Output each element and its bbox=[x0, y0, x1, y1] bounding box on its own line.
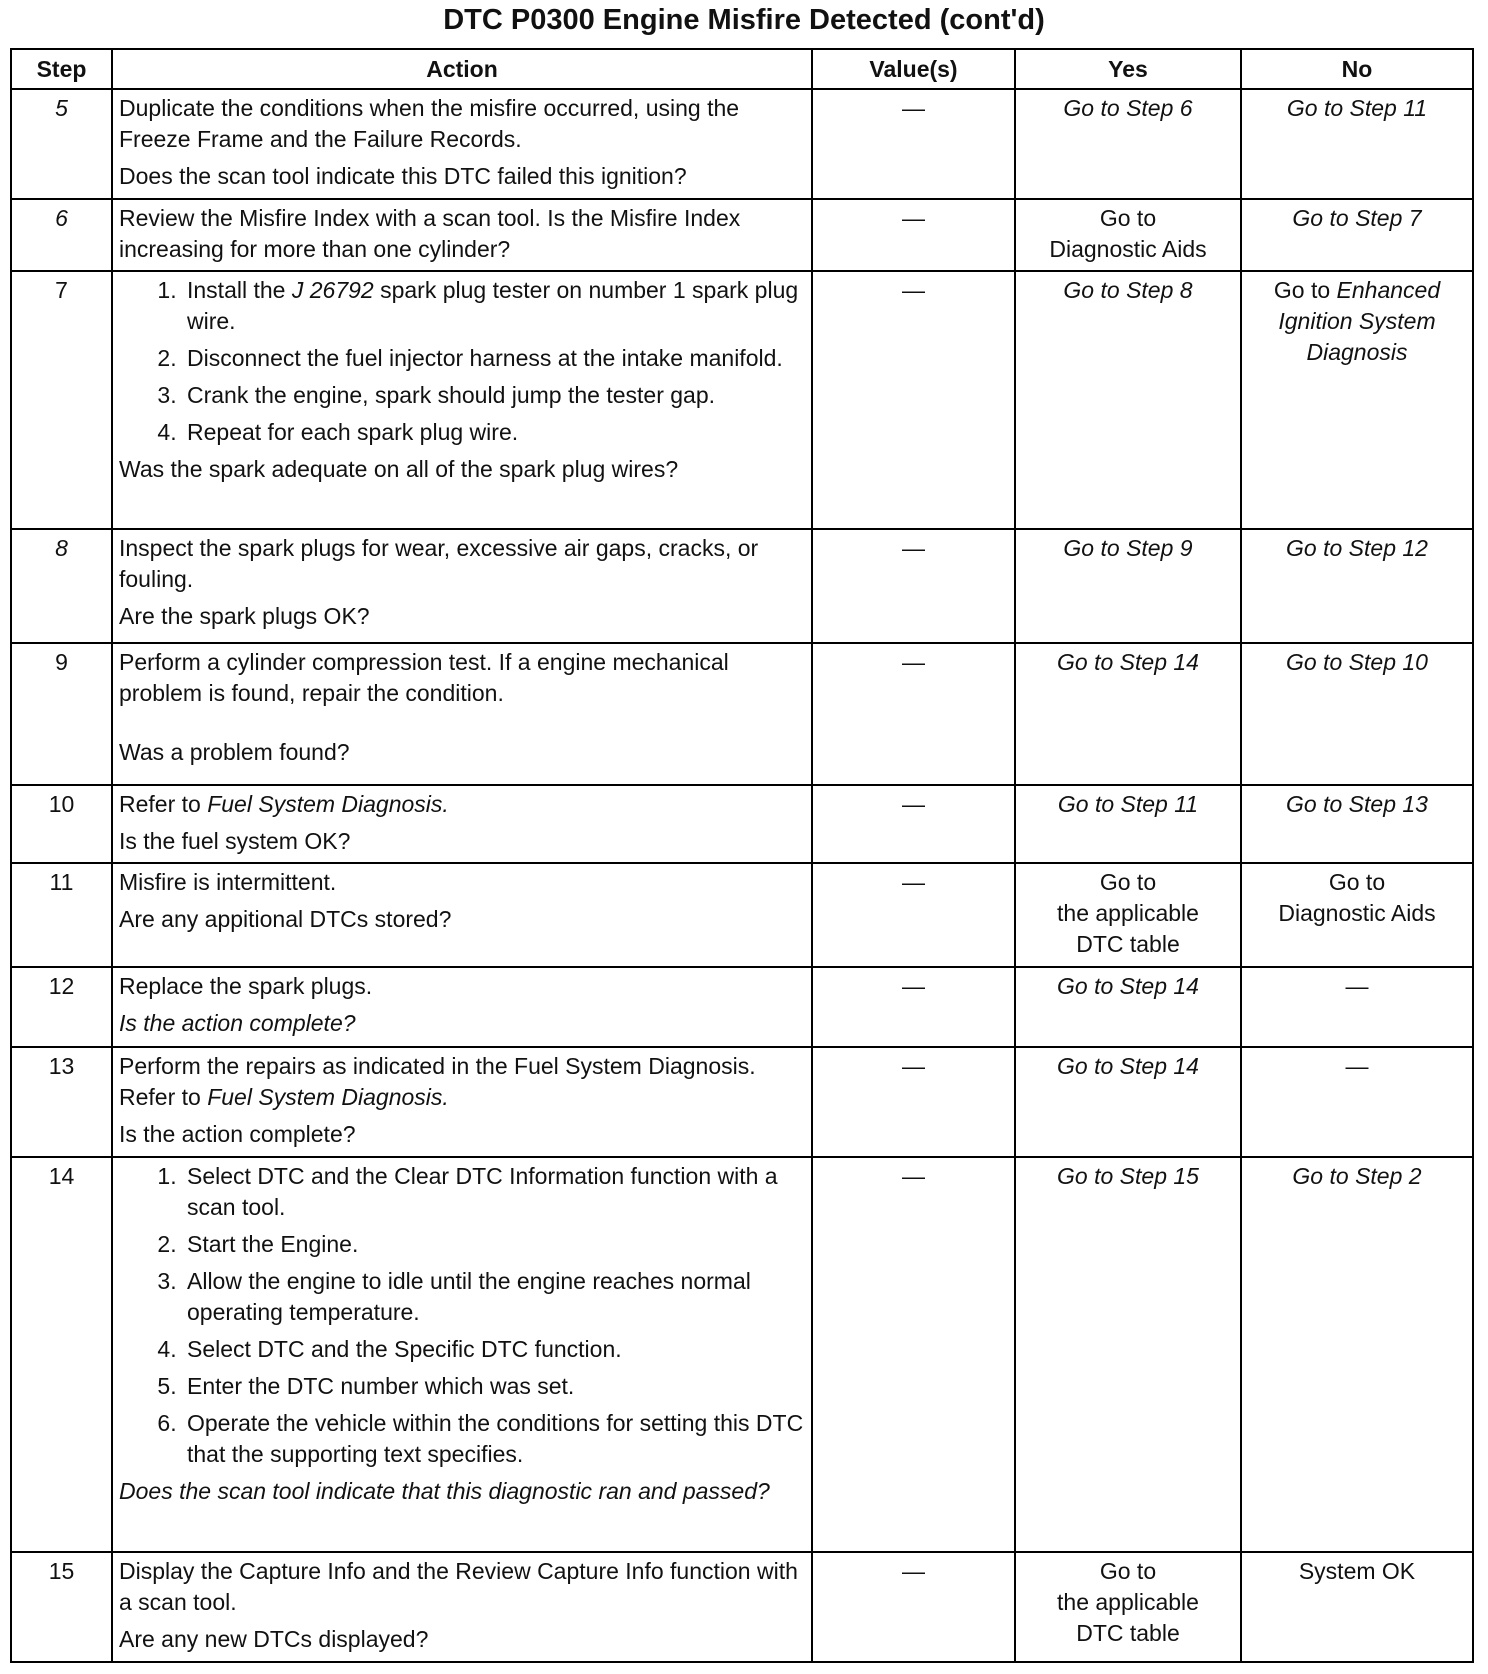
yes-cell: Go to the applicable DTC table bbox=[1015, 1552, 1241, 1662]
value-cell: — bbox=[812, 199, 1015, 271]
no-cell: Go to Step 7 bbox=[1241, 199, 1473, 271]
value-cell: — bbox=[812, 863, 1015, 967]
action-text: Misfire is intermittent. bbox=[119, 869, 337, 895]
action-text: Duplicate the conditions when the misfire occurred, using the Freeze Frame and the Failure Records. bbox=[119, 95, 740, 152]
list-item: 1. Install the J 26792 spark plug tester on number 1 spark plug wire. bbox=[183, 275, 805, 337]
list-item: 2. Start the Engine. bbox=[183, 1229, 805, 1260]
action-question: Is the action complete? bbox=[119, 1121, 356, 1147]
action-text: Replace the spark plugs. bbox=[119, 973, 373, 999]
yes-cell: Go to Step 14 bbox=[1015, 967, 1241, 1047]
no-cell: Go to Enhanced Ignition System Diagnosis bbox=[1241, 271, 1473, 529]
action-cell bbox=[112, 1047, 812, 1157]
list-item: 6. Operate the vehicle within the conditions for setting this DTC that the supporting text specifies. bbox=[183, 1408, 805, 1470]
step-number: 10 bbox=[11, 785, 112, 863]
action-cell bbox=[112, 1157, 812, 1552]
value-cell: — bbox=[812, 1047, 1015, 1157]
table-row bbox=[11, 89, 1473, 199]
step-number: 15 bbox=[11, 1552, 112, 1662]
action-cell bbox=[112, 785, 812, 863]
step-number: 6 bbox=[11, 199, 112, 271]
action-cell bbox=[112, 643, 812, 785]
list-item: 4. Repeat for each spark plug wire. bbox=[183, 417, 805, 448]
action-text: Perform a cylinder compression test. If a engine mechanical problem is found, repair the condition. bbox=[119, 649, 729, 706]
value-cell: — bbox=[812, 785, 1015, 863]
no-cell: System OK bbox=[1241, 1552, 1473, 1662]
step-number: 9 bbox=[11, 643, 112, 785]
list-item: 1. Select DTC and the Clear DTC Information function with a scan tool. bbox=[183, 1161, 805, 1223]
action-cell bbox=[112, 89, 812, 199]
header-action: Action bbox=[112, 49, 812, 89]
yes-cell: Go to the applicable DTC table bbox=[1015, 863, 1241, 967]
procedure-list bbox=[119, 1161, 805, 1470]
step-number: 12 bbox=[11, 967, 112, 1047]
action-cell bbox=[112, 271, 812, 529]
value-cell: — bbox=[812, 89, 1015, 199]
step-number: 13 bbox=[11, 1047, 112, 1157]
yes-cell: Go to Step 14 bbox=[1015, 1047, 1241, 1157]
list-item: 4. Select DTC and the Specific DTC function. bbox=[183, 1334, 805, 1365]
action-question: Are the spark plugs OK? bbox=[119, 603, 370, 629]
action-text: Inspect the spark plugs for wear, excessive air gaps, cracks, or fouling. bbox=[119, 535, 759, 592]
no-cell: Go to Step 2 bbox=[1241, 1157, 1473, 1552]
value-cell: — bbox=[812, 1552, 1015, 1662]
no-cell: — bbox=[1241, 967, 1473, 1047]
page-title: DTC P0300 Engine Misfire Detected (cont'd) bbox=[443, 4, 1045, 36]
procedure-list bbox=[119, 275, 805, 448]
no-cell: Go to Step 13 bbox=[1241, 785, 1473, 863]
action-question: Is the fuel system OK? bbox=[119, 828, 351, 854]
value-cell: — bbox=[812, 271, 1015, 529]
table-row bbox=[11, 863, 1473, 967]
list-item: 3. Crank the engine, spark should jump the tester gap. bbox=[183, 380, 805, 411]
value-cell: — bbox=[812, 1157, 1015, 1552]
list-item: 2. Disconnect the fuel injector harness at the intake manifold. bbox=[183, 343, 805, 374]
value-cell: — bbox=[812, 643, 1015, 785]
action-text: Review the Misfire Index with a scan tool. Is the Misfire Index increasing for more than one cylinder? bbox=[119, 205, 741, 262]
action-cell bbox=[112, 199, 812, 271]
header-yes: Yes bbox=[1015, 49, 1241, 89]
table-row bbox=[11, 643, 1473, 785]
action-question: Does the scan tool indicate that this diagnostic ran and passed? bbox=[119, 1478, 770, 1504]
action-cell bbox=[112, 1552, 812, 1662]
yes-cell: Go to Step 6 bbox=[1015, 89, 1241, 199]
value-cell: — bbox=[812, 967, 1015, 1047]
action-question: Does the scan tool indicate this DTC failed this ignition? bbox=[119, 163, 687, 189]
no-cell: Go to Step 11 bbox=[1241, 89, 1473, 199]
action-text: Refer to Fuel System Diagnosis. bbox=[119, 791, 449, 817]
action-cell bbox=[112, 529, 812, 643]
value-cell: — bbox=[812, 529, 1015, 643]
yes-cell: Go to Step 14 bbox=[1015, 643, 1241, 785]
table-row bbox=[11, 1552, 1473, 1662]
step-number: 14 bbox=[11, 1157, 112, 1552]
no-cell: Go to Step 10 bbox=[1241, 643, 1473, 785]
table-row bbox=[11, 785, 1473, 863]
step-number: 7 bbox=[11, 271, 112, 529]
table-row bbox=[11, 967, 1473, 1047]
list-item: 5. Enter the DTC number which was set. bbox=[183, 1371, 805, 1402]
header-step: Step bbox=[11, 49, 112, 89]
table-row bbox=[11, 1047, 1473, 1157]
diagnostic-table bbox=[10, 48, 1474, 1663]
list-item: 3. Allow the engine to idle until the engine reaches normal operating temperature. bbox=[183, 1266, 805, 1328]
step-number: 5 bbox=[11, 89, 112, 199]
table-row bbox=[11, 271, 1473, 529]
action-cell bbox=[112, 967, 812, 1047]
yes-cell: Go to Diagnostic Aids bbox=[1015, 199, 1241, 271]
action-cell bbox=[112, 863, 812, 967]
action-question: Was a problem found? bbox=[119, 739, 350, 765]
yes-cell: Go to Step 9 bbox=[1015, 529, 1241, 643]
yes-cell: Go to Step 8 bbox=[1015, 271, 1241, 529]
table-row bbox=[11, 529, 1473, 643]
action-question: Are any appitional DTCs stored? bbox=[119, 906, 452, 932]
header-no: No bbox=[1241, 49, 1473, 89]
action-question: Was the spark adequate on all of the spark plug wires? bbox=[119, 456, 679, 482]
action-question: Are any new DTCs displayed? bbox=[119, 1626, 429, 1652]
table-header-row bbox=[11, 49, 1473, 89]
step-number: 11 bbox=[11, 863, 112, 967]
action-text: Perform the repairs as indicated in the Fuel System Diagnosis. Refer to Fuel System Diagnosis. bbox=[119, 1053, 756, 1110]
no-cell: — bbox=[1241, 1047, 1473, 1157]
table-row bbox=[11, 1157, 1473, 1552]
action-question: Is the action complete? bbox=[119, 1010, 356, 1036]
no-cell: Go to Step 12 bbox=[1241, 529, 1473, 643]
table-row bbox=[11, 199, 1473, 271]
yes-cell: Go to Step 15 bbox=[1015, 1157, 1241, 1552]
no-cell: Go to Diagnostic Aids bbox=[1241, 863, 1473, 967]
step-number: 8 bbox=[11, 529, 112, 643]
yes-cell: Go to Step 11 bbox=[1015, 785, 1241, 863]
header-value: Value(s) bbox=[812, 49, 1015, 89]
action-text: Display the Capture Info and the Review Capture Info function with a scan tool. bbox=[119, 1558, 798, 1615]
